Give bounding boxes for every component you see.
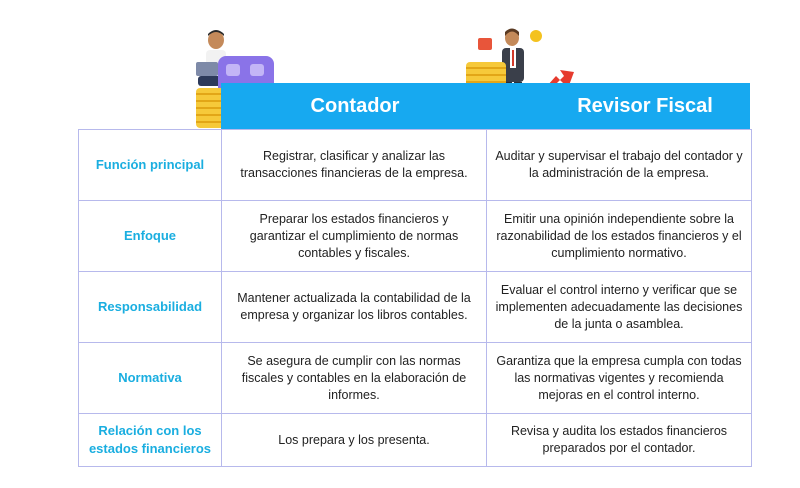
column-header-revisor-fiscal: Revisor Fiscal [577, 95, 713, 117]
table-row [79, 414, 752, 467]
table-row [79, 343, 752, 414]
revisor-cell: Auditar y supervisar el trabajo del contador y la administración de la empresa. [487, 130, 752, 201]
contador-cell: Mantener actualizada la contabilidad de la empresa y organizar los libros contables. [222, 272, 487, 343]
revisor-cell: Evaluar el control interno y verificar que se implementen adecuadamente las decisiones de la junta o asamblea. [487, 272, 752, 343]
column-header-contador: Contador [310, 95, 400, 117]
revisor-cell: Emitir una opinión independiente sobre la razonabilidad de los estados financieros y el cumplimiento normativo. [487, 201, 752, 272]
table-row [79, 130, 752, 201]
table-row [79, 272, 752, 343]
row-label: Enfoque [79, 201, 222, 272]
comparison-table [78, 129, 752, 467]
row-label: Relación con los estados financieros [79, 414, 222, 467]
contador-cell: Preparar los estados financieros y garantizar el cumplimiento de normas contables y fiscales. [222, 201, 487, 272]
contador-cell: Registrar, clasificar y analizar las transacciones financieras de la empresa. [222, 130, 487, 201]
contador-cell: Los prepara y los presenta. [222, 414, 487, 467]
table-row [79, 201, 752, 272]
row-label: Normativa [79, 343, 222, 414]
revisor-cell: Garantiza que la empresa cumpla con todas las normativas vigentes y recomienda mejoras en el control interno. [487, 343, 752, 414]
row-label: Responsabilidad [79, 272, 222, 343]
contador-cell: Se asegura de cumplir con las normas fiscales y contables en la elaboración de informes. [222, 343, 487, 414]
row-label: Función principal [79, 130, 222, 201]
revisor-cell: Revisa y audita los estados financieros preparados por el contador. [487, 414, 752, 467]
